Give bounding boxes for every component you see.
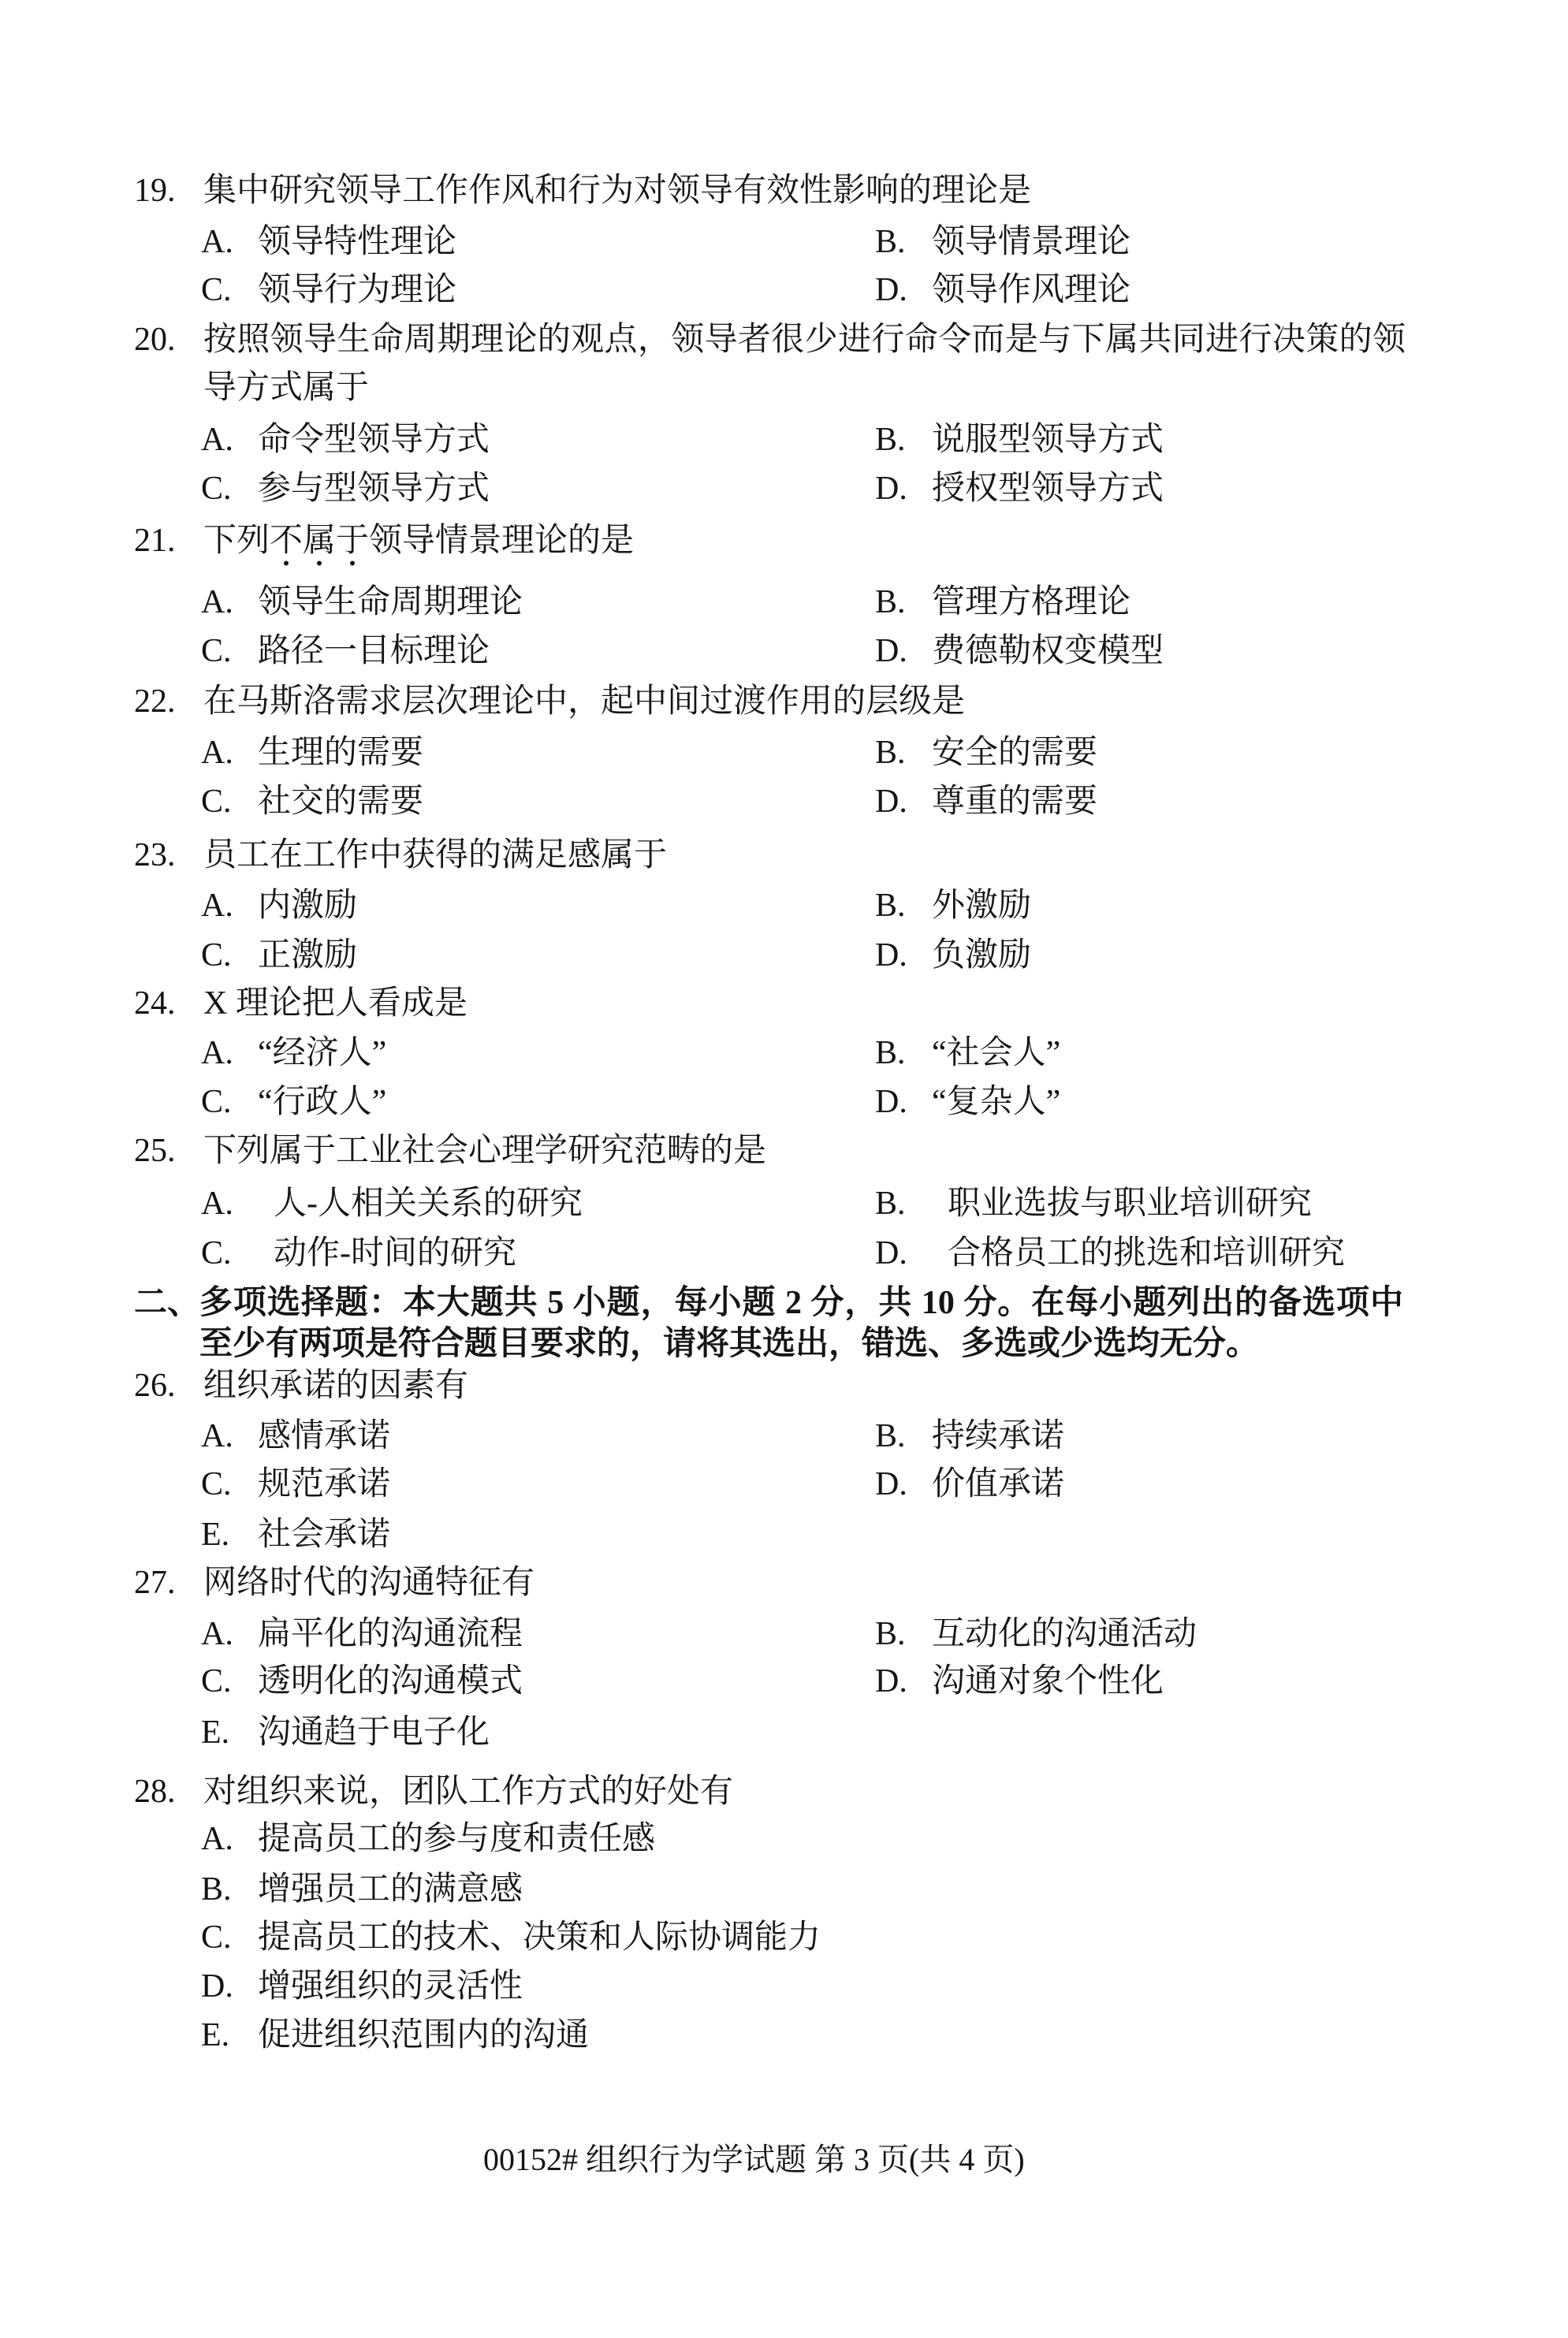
option-c <box>201 939 357 972</box>
option-d <box>875 1237 1345 1270</box>
option-text: 规范承诺 <box>258 1466 391 1502</box>
option-label: A. <box>201 224 233 260</box>
option-text: 提高员工的技术、决策和人际协调能力 <box>258 1919 821 1956</box>
option-label: B. <box>875 1186 906 1222</box>
option-label: D. <box>875 1235 907 1271</box>
option-b <box>875 1618 1197 1651</box>
stem-text-after: 领导情景理论的是 <box>369 523 635 559</box>
option-text: 提高员工的参与度和责任感 <box>258 1821 656 1857</box>
question-number: 24. <box>134 985 176 1022</box>
option-d <box>875 1085 1060 1119</box>
option-text: 人-人相关关系的研究 <box>274 1186 583 1222</box>
option-text: 沟通对象个性化 <box>932 1663 1164 1700</box>
option-b <box>875 736 1097 769</box>
question-number: 22. <box>134 683 176 720</box>
option-text: 社会承诺 <box>258 1517 391 1553</box>
option-text: 感情承诺 <box>258 1418 391 1454</box>
option-e <box>201 1518 390 1551</box>
option-b <box>875 1420 1064 1453</box>
option-text: 透明化的沟通模式 <box>258 1663 523 1700</box>
option-label: E. <box>201 1517 230 1553</box>
option-label: D. <box>201 1968 233 2005</box>
option-text: 合格员工的挑选和培训研究 <box>948 1235 1346 1271</box>
option-label: C. <box>201 1663 232 1700</box>
option-a <box>201 225 456 259</box>
option-text: 命令型领导方式 <box>258 422 490 458</box>
option-text: 费德勒权变模型 <box>932 633 1164 669</box>
option-b <box>875 1037 1060 1070</box>
option-label: B. <box>201 1871 232 1908</box>
question-number: 23. <box>134 837 176 873</box>
option-label: B. <box>875 584 906 620</box>
question-stem: 下列属于工业社会心理学研究范畴的是 <box>203 1133 767 1169</box>
question-stem: 员工在工作中获得的满足感属于 <box>203 837 668 873</box>
option-text: 安全的需要 <box>932 735 1098 771</box>
page-footer: 00152# 组织行为学试题 第 3 页(共 4 页) <box>483 2142 1025 2177</box>
option-label: D. <box>875 937 907 974</box>
question-stem: 集中研究领导工作作风和行为对领导有效性影响的理论是 <box>203 173 1032 209</box>
question-stem: 在马斯洛需求层次理论中，起中间过渡作用的层级是 <box>203 683 966 720</box>
option-text: “行政人” <box>258 1084 387 1120</box>
option-c <box>201 472 490 505</box>
option-label: E. <box>201 2017 230 2053</box>
option-label: C. <box>201 1235 232 1271</box>
option-c <box>201 1237 516 1270</box>
option-label: D. <box>875 272 907 308</box>
option-label: C. <box>201 784 232 820</box>
option-e <box>201 2019 589 2052</box>
option-label: A. <box>201 1186 233 1222</box>
option-label: B. <box>875 1418 906 1454</box>
option-text: 授权型领导方式 <box>932 471 1164 507</box>
question-stem: X 理论把人看成是 <box>203 985 467 1022</box>
option-a <box>201 1187 583 1220</box>
option-c <box>201 785 423 818</box>
option-a <box>201 889 357 922</box>
option-label: D. <box>875 784 907 820</box>
stem-text-before: 下列 <box>203 523 270 559</box>
option-label: C. <box>201 471 232 507</box>
option-label: D. <box>875 1084 907 1120</box>
option-text: 促进组织范围内的沟通 <box>258 2017 590 2053</box>
question-stem-line-1: 按照领导生命周期理论的观点，领导者很少进行命令而是与下属共同进行决策的领 <box>203 322 1406 358</box>
option-a <box>201 423 490 456</box>
section-instructions-line-1: 多项选择题：本大题共 5 小题，每小题 2 分，共 10 分。在每小题列出的备选项中 <box>199 1285 1403 1321</box>
option-label: C. <box>201 1919 232 1956</box>
option-c <box>201 1921 821 1954</box>
option-text: 扁平化的沟通流程 <box>258 1616 523 1652</box>
option-a <box>201 1037 386 1070</box>
option-text: 负激励 <box>932 937 1032 974</box>
option-c <box>201 1085 386 1119</box>
option-d <box>875 1665 1164 1698</box>
option-label: E. <box>201 1714 230 1751</box>
option-text: 管理方格理论 <box>932 584 1131 620</box>
option-label: A. <box>201 735 233 771</box>
option-d <box>201 1970 523 2003</box>
question-number: 19. <box>134 173 176 209</box>
option-text: 生理的需要 <box>258 735 424 771</box>
option-text: 尊重的需要 <box>932 784 1098 820</box>
option-label: B. <box>875 224 906 260</box>
question-stem: 网络时代的沟通特征有 <box>203 1565 535 1601</box>
option-text: 沟通趋于电子化 <box>258 1714 490 1751</box>
option-label: C. <box>201 1466 232 1502</box>
option-label: A. <box>201 1418 233 1454</box>
question-stem <box>203 524 634 567</box>
option-text: 领导行为理论 <box>258 272 457 308</box>
option-text: 持续承诺 <box>932 1418 1065 1454</box>
option-a <box>201 736 423 769</box>
section-instructions-line-2: 至少有两项是符合题目要求的，请将其选出，错选、多选或少选均无分。 <box>199 1326 1260 1362</box>
option-a <box>201 1822 655 1856</box>
option-label: A. <box>201 1821 233 1857</box>
option-label: A. <box>201 422 233 458</box>
option-label: C. <box>201 1084 232 1120</box>
option-text: 增强组织的灵活性 <box>258 1968 523 2005</box>
option-e <box>201 1716 490 1749</box>
option-d <box>875 472 1164 505</box>
option-text: 外激励 <box>932 888 1032 924</box>
option-label: B. <box>875 422 906 458</box>
emphasis-dotted-text: 不属于 <box>270 524 369 567</box>
option-label: B. <box>875 735 906 771</box>
option-text: “经济人” <box>258 1035 387 1071</box>
option-d <box>875 939 1031 972</box>
option-text: “社会人” <box>932 1035 1061 1071</box>
option-label: A. <box>201 888 233 924</box>
question-stem: 对组织来说，团队工作方式的好处有 <box>203 1774 734 1810</box>
question-number: 28. <box>134 1774 176 1810</box>
option-text: 内激励 <box>258 888 358 924</box>
question-stem: 组织承诺的因素有 <box>203 1368 469 1404</box>
option-c <box>201 1665 523 1698</box>
option-text: 领导生命周期理论 <box>258 584 523 620</box>
option-text: 正激励 <box>258 937 358 974</box>
option-text: 领导情景理论 <box>932 224 1131 260</box>
option-text: 社交的需要 <box>258 784 424 820</box>
option-label: D. <box>875 1466 907 1502</box>
question-number: 27. <box>134 1565 176 1601</box>
option-c <box>201 1468 390 1501</box>
option-label: D. <box>875 1663 907 1700</box>
section-number: 二、 <box>134 1285 201 1321</box>
option-b <box>875 423 1164 456</box>
option-text: “复杂人” <box>932 1084 1061 1120</box>
option-text: 动作-时间的研究 <box>274 1235 516 1271</box>
option-b <box>875 1187 1312 1220</box>
option-label: B. <box>875 1035 906 1071</box>
option-text: 参与型领导方式 <box>258 471 490 507</box>
option-label: C. <box>201 633 232 669</box>
option-label: D. <box>875 471 907 507</box>
option-label: B. <box>875 1616 906 1652</box>
question-stem-line-2: 导方式属于 <box>203 370 370 406</box>
option-label: D. <box>875 633 907 669</box>
option-a <box>201 586 523 619</box>
option-d <box>875 1468 1064 1501</box>
question-number: 20. <box>134 322 176 358</box>
option-text: 互动化的沟通活动 <box>932 1616 1197 1652</box>
option-label: C. <box>201 272 232 308</box>
option-label: A. <box>201 1035 233 1071</box>
option-text: 价值承诺 <box>932 1466 1065 1502</box>
option-text: 说服型领导方式 <box>932 422 1164 458</box>
option-b <box>201 1873 523 1906</box>
option-text: 职业选拔与职业培训研究 <box>948 1186 1313 1222</box>
option-a <box>201 1420 390 1453</box>
option-text: 路径一目标理论 <box>258 633 490 669</box>
question-number: 26. <box>134 1368 176 1404</box>
option-d <box>875 785 1097 818</box>
option-b <box>875 586 1130 619</box>
option-text: 领导特性理论 <box>258 224 457 260</box>
option-label: A. <box>201 584 233 620</box>
option-text: 增强员工的满意感 <box>258 1871 523 1908</box>
option-c <box>201 274 456 307</box>
option-label: B. <box>875 888 906 924</box>
question-number: 25. <box>134 1133 176 1169</box>
option-b <box>875 225 1130 259</box>
option-a <box>201 1618 523 1651</box>
option-text: 领导作风理论 <box>932 272 1131 308</box>
option-d <box>875 635 1164 668</box>
option-b <box>875 889 1031 922</box>
question-number: 21. <box>134 523 176 559</box>
option-label: A. <box>201 1616 233 1652</box>
option-label: C. <box>201 937 232 974</box>
option-c <box>201 635 490 668</box>
option-d <box>875 274 1130 307</box>
